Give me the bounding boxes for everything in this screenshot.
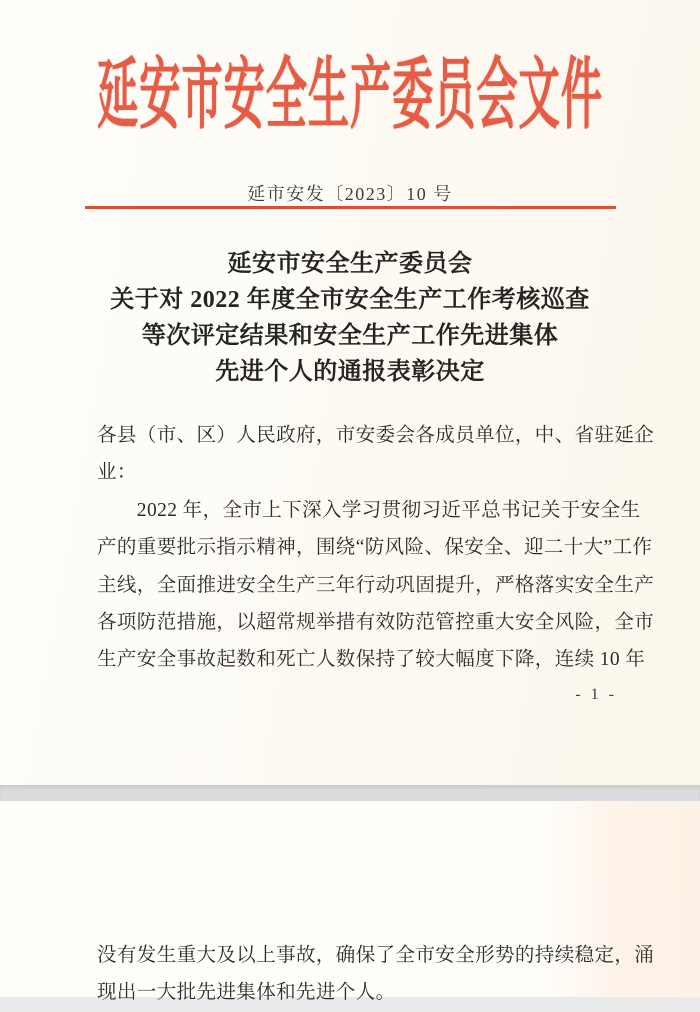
body-text-page-1 (97, 417, 655, 679)
body-text-line: 产的重要批示指示精神，围绕“防风险、保安全、迎二十大”工作 (97, 537, 653, 559)
document-number: 延市安发〔2023〕10 号 (247, 184, 453, 204)
body-text-line: 各县（市、区）人民政府，市安委会各成员单位，中、省驻延企 (97, 425, 655, 446)
masthead-title: 延安市安全生产委员会文件 (97, 54, 603, 140)
body-text-page-2 (97, 937, 655, 1012)
document-page-2 (0, 801, 700, 1004)
body-text-line: 生产安全事故起数和死亡人数保持了较大幅度下降，连续 10 年 (97, 649, 646, 671)
body-text-line: 现出一大批先进集体和先进个人。 (97, 982, 396, 1004)
body-text-line: 主线，全面推进安全生产三年行动巩固提升，严格落实安全生产 (97, 574, 655, 596)
page-number: - 1 - (575, 686, 617, 703)
body-text-line: 业： (97, 462, 137, 484)
document-title-line: 先进个人的通报表彰决定 (215, 359, 485, 385)
document-title (0, 246, 700, 390)
document-title-line: 等次评定结果和安全生产工作先进集体 (141, 323, 559, 349)
masthead-container (0, 34, 700, 140)
page-gap-divider (0, 785, 700, 801)
document-title-line: 延安市安全生产委员会 (227, 251, 473, 277)
document-title-line: 关于对 2022 年度全市安全生产工作考核巡查 (110, 287, 590, 313)
body-text-line: 2022 年，全市上下深入学习贯彻习近平总书记关于安全生 (97, 499, 641, 521)
body-text-line: 各项防范措施，以超常规举措有效防范管控重大安全风险，全市 (97, 612, 655, 634)
body-text-line: 没有发生重大及以上事故，确保了全市安全形势的持续稳定，涌 (97, 945, 655, 966)
red-separator-rule (85, 206, 616, 209)
